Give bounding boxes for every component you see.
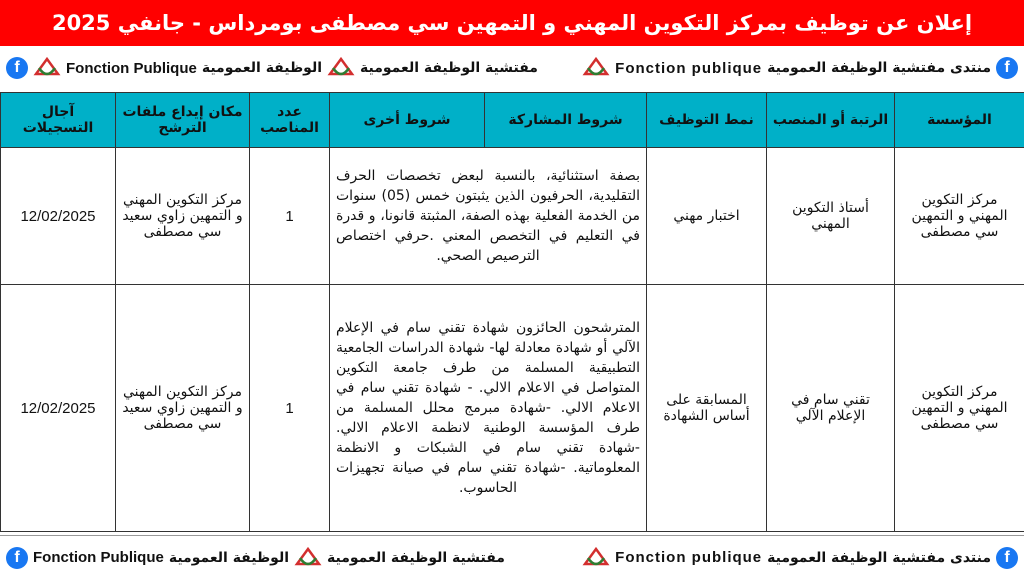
- star-logo-icon: [327, 56, 355, 80]
- fonction-publique-brand: Fonction publique: [615, 59, 763, 77]
- star-logo-icon: [294, 546, 322, 570]
- star-logo-icon: [582, 56, 610, 80]
- column-header: شروط المشاركة: [485, 93, 647, 148]
- positions-cell: 1: [250, 148, 330, 285]
- column-header: المؤسسة: [895, 93, 1024, 148]
- brand-strip-top: [0, 46, 1024, 90]
- inspection-brand: مفتشية الوظيفة العمومية: [360, 60, 538, 76]
- conditions-cell: بصفة استثنائية، بالنسبة لبعض تخصصات الحرف التقليدية، الحرفيون الذين يثبتون خمس (05) سنوات من الخدمة الفعلية بهذه الصفة، المثبتة قانونا، و قدرة في التعليم في التخصص المعني .حرفي اختصاص الترصيص الصحي.: [330, 148, 647, 285]
- recruitment-mode-cell: اختبار مهني: [647, 148, 767, 285]
- forum-brand: منتدى مفتشية الوظيفة العمومية: [767, 60, 991, 76]
- facebook-icon[interactable]: f: [996, 57, 1018, 79]
- column-header: الرتبة أو المنصب: [767, 93, 895, 148]
- deadline-cell: 12/02/2025: [1, 285, 116, 532]
- brand-group-left: [6, 546, 505, 570]
- brand-group-left: [6, 56, 538, 80]
- institution-cell: مركز التكوين المهني و التمهين سي مصطفى: [895, 285, 1024, 532]
- announcement-title: إعلان عن توظيف بمركز التكوين المهني و التمهين سي مصطفى بومرداس - جانفي 2025: [51, 11, 973, 35]
- brand-strip-bottom: [0, 535, 1024, 579]
- rank-cell: تقني سام في الإعلام الآلي: [767, 285, 895, 532]
- star-logo-icon: [582, 546, 610, 570]
- rank-cell: أستاذ التكوين المهني: [767, 148, 895, 285]
- table-row: [1, 285, 1024, 532]
- facebook-icon[interactable]: f: [6, 57, 28, 79]
- column-header: عدد المناصب: [250, 93, 330, 148]
- announcement-title-bar: [0, 0, 1024, 46]
- table-row: [1, 148, 1024, 285]
- table-header-row: [1, 93, 1024, 148]
- conditions-cell: المترشحون الحائزون شهادة تقني سام في الإعلام الآلي أو شهادة معادلة لها- شهادة الدراسات الجامعية التطبيقية المسلمة من طرف جامعة التكوين المتواصل في الاعلام الالي. - شهادة تقني سام في الاعلام الالي. -شهادة مبرمج محلل المسلمة من طرف المؤسسة الوطنية لانظمة الاعلام الالي. -شهادة تقني سام في الشبكات و الانظمة المعلوماتية. -شهادة تقني سام في صيانة تجهيزات الحاسوب.: [330, 285, 647, 532]
- deposit-place-cell: مركز التكوين المهني و التمهين زاوي سعيد سي مصطفى: [116, 285, 250, 532]
- positions-cell: 1: [250, 285, 330, 532]
- fonction-publique-brand: Fonction Publique: [33, 549, 164, 566]
- inspection-brand: مفتشية الوظيفة العمومية: [327, 549, 505, 566]
- column-header: مكان إيداع ملفات الترشح: [116, 93, 250, 148]
- column-header: نمط التوظيف: [647, 93, 767, 148]
- recruitment-mode-cell: المسابقة على أساس الشهادة: [647, 285, 767, 532]
- wadhifa-brand: الوظيفة العمومية: [168, 549, 289, 566]
- star-logo-icon: [33, 56, 61, 80]
- deposit-place-cell: مركز التكوين المهني و التمهين زاوي سعيد سي مصطفى: [116, 148, 250, 285]
- brand-group-right: [582, 56, 1018, 80]
- institution-cell: مركز التكوين المهني و التمهين سي مصطفى: [895, 148, 1024, 285]
- deadline-cell: 12/02/2025: [1, 148, 116, 285]
- recruitment-table-wrapper: [0, 92, 1024, 534]
- column-header: شروط أخرى: [330, 93, 485, 148]
- facebook-icon[interactable]: f: [6, 547, 28, 569]
- fonction-publique-brand: Fonction publique: [615, 549, 763, 566]
- column-header: آجال التسجيلات: [1, 93, 116, 148]
- brand-group-right: [582, 546, 1018, 570]
- recruitment-table: [0, 92, 1024, 532]
- wadhifa-brand: الوظيفة العمومية: [201, 60, 322, 76]
- forum-brand: منتدى مفتشية الوظيفة العمومية: [767, 549, 991, 566]
- fonction-publique-brand: Fonction Publique: [66, 59, 197, 77]
- facebook-icon[interactable]: f: [996, 547, 1018, 569]
